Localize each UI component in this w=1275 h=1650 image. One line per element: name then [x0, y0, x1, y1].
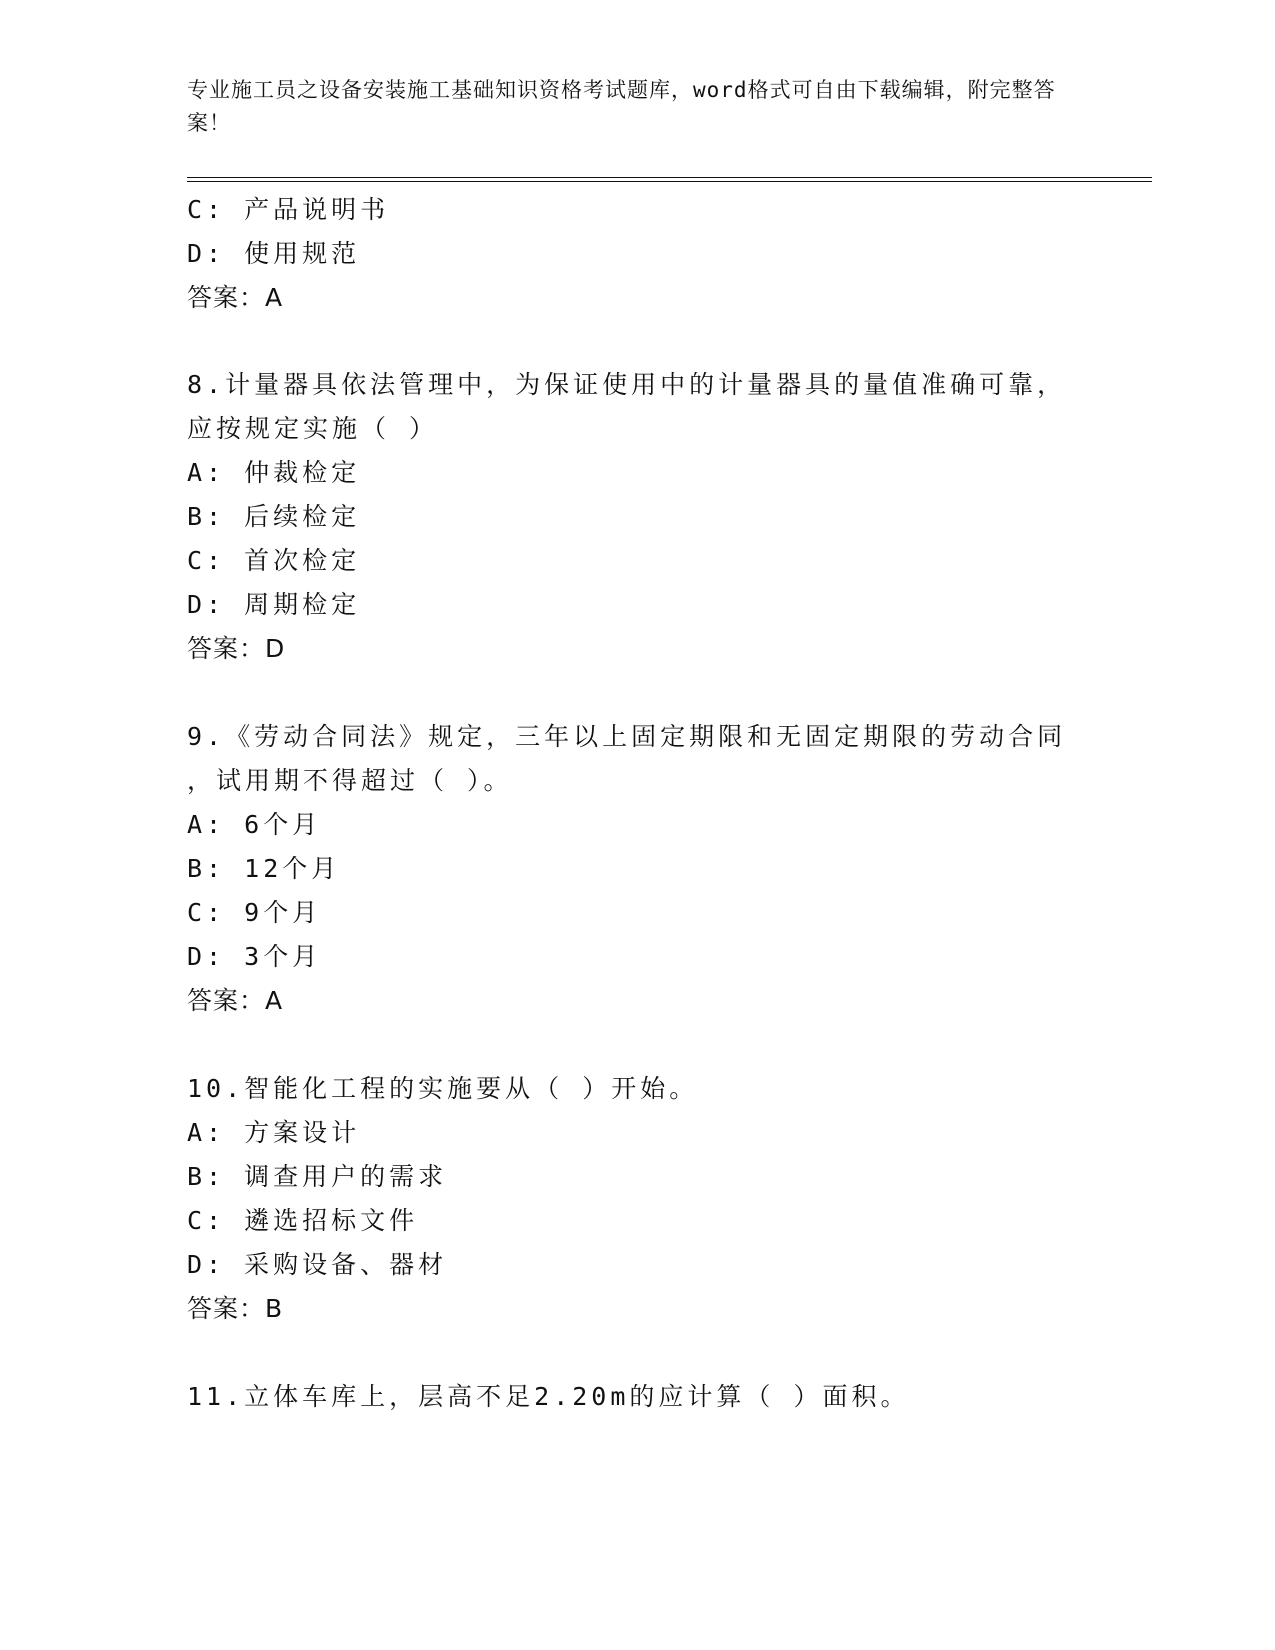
- option-a-q8: A: 仲裁检定: [187, 458, 361, 487]
- option-a-q9: A: 6个月: [187, 810, 322, 839]
- option-c-q7: C: 产品说明书: [187, 195, 390, 224]
- header-rule-top: [187, 177, 1152, 178]
- question-8-line-2: 应按规定实施（ ）: [187, 414, 439, 443]
- question-10: 10.智能化工程的实施要从（ ）开始。: [187, 1074, 699, 1103]
- option-b-q10: B: 调查用户的需求: [187, 1162, 448, 1191]
- option-b-q8: B: 后续检定: [187, 502, 361, 531]
- option-c-q10: C: 遴选招标文件: [187, 1206, 419, 1235]
- question-9-line-2: ，试用期不得超过（ ）。: [187, 766, 513, 795]
- question-8-line-1: 8.计量器具依法管理中，为保证使用中的计量器具的量值准确可靠，: [187, 370, 1067, 399]
- question-9-line-1: 9.《劳动合同法》规定，三年以上固定期限和无固定期限的劳动合同: [187, 722, 1067, 751]
- option-d-q10: D: 采购设备、器材: [187, 1250, 448, 1279]
- answer-q9: 答案：A: [187, 986, 284, 1015]
- option-b-q9: B: 12个月: [187, 854, 341, 883]
- answer-q7: 答案：A: [187, 283, 284, 312]
- option-d-q9: D: 3个月: [187, 942, 322, 971]
- option-c-q9: C: 9个月: [187, 898, 322, 927]
- document-header: 专业施工员之设备安装施工基础知识资格考试题库，word格式可自由下载编辑，附完整答案！: [187, 78, 1056, 135]
- question-11: 11.立体车库上，层高不足2.20m的应计算（ ）面积。: [187, 1382, 910, 1411]
- option-d-q8: D: 周期检定: [187, 590, 361, 619]
- option-d-q7: D: 使用规范: [187, 239, 361, 268]
- option-c-q8: C: 首次检定: [187, 546, 361, 575]
- answer-q10: 答案：B: [187, 1294, 284, 1323]
- option-a-q10: A: 方案设计: [187, 1118, 361, 1147]
- header-rule-bottom: [187, 181, 1152, 182]
- answer-q8: 答案：D: [187, 634, 286, 663]
